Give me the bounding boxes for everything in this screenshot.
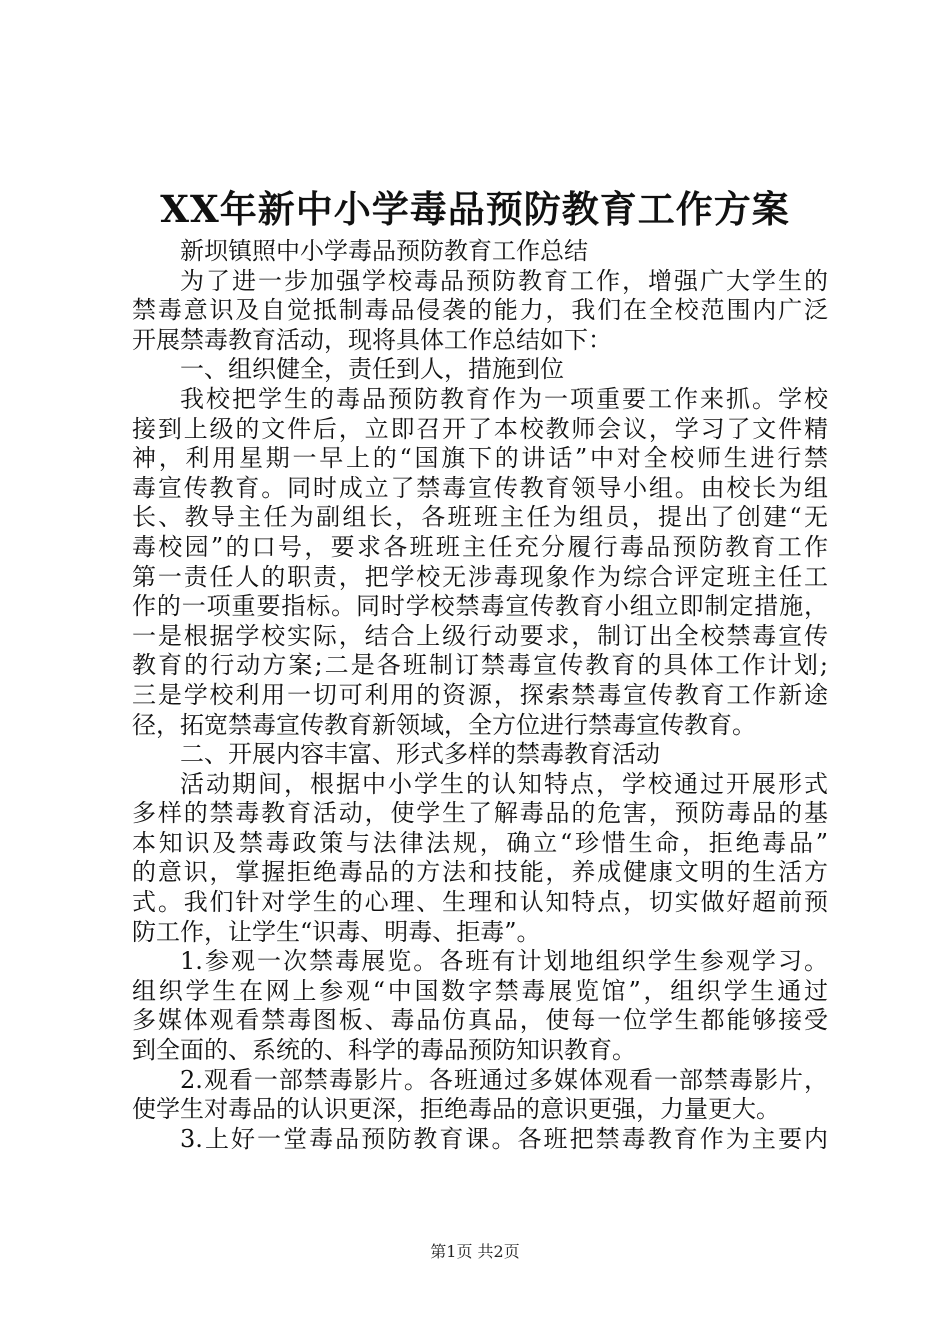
text-line: 防工作，让学生“识毒、明毒、拒毒”。 <box>132 917 541 946</box>
text-line: 2.观看一部禁毒影片。各班通过多媒体观看一部禁毒影片， <box>180 1065 828 1094</box>
text-line: 多样的禁毒教育活动，使学生了解毒品的危害，预防毒品的基 <box>132 799 828 828</box>
text-line: 3.上好一堂毒品预防教育课。各班把禁毒教育作为主要内 <box>180 1124 828 1153</box>
text-line: 教育的行动方案;二是各班制订禁毒宣传教育的具体工作计划; <box>132 651 828 680</box>
text-line: 组织学生在网上参观“中国数字禁毒展览馆”，组织学生通过 <box>132 976 828 1005</box>
text-line: 到全面的、系统的、科学的毒品预防知识教育。 <box>132 1036 636 1065</box>
text-line: 的意识，掌握拒绝毒品的方法和技能，养成健康文明的生活方 <box>132 858 828 887</box>
document-title: XX年新中小学毒品预防教育工作方案 <box>160 187 790 231</box>
text-line: 我校把学生的毒品预防教育作为一项重要工作来抓。学校 <box>180 384 828 413</box>
text-line: 径，拓宽禁毒宣传教育新领域，全方位进行禁毒宣传教育。 <box>132 710 756 739</box>
text-line: 式。我们针对学生的心理、生理和认知特点，切实做好超前预 <box>132 888 828 917</box>
text-line: 接到上级的文件后，立即召开了本校教师会议，学习了文件精 <box>132 414 828 443</box>
text-line: 二、开展内容丰富、形式多样的禁毒教育活动 <box>180 740 660 769</box>
text-line: 禁毒意识及自觉抵制毒品侵袭的能力，我们在全校范围内广泛 <box>132 296 828 325</box>
text-line: 作的一项重要指标。同时学校禁毒宣传教育小组立即制定措施， <box>132 592 828 621</box>
text-line: 活动期间，根据中小学生的认知特点，学校通过开展形式 <box>180 769 828 798</box>
text-line: 毒宣传教育。同时成立了禁毒宣传教育领导小组。由校长为组 <box>132 473 828 502</box>
text-line: 1.参观一次禁毒展览。各班有计划地组织学生参观学习。 <box>180 947 828 976</box>
text-line: 开展禁毒教育活动，现将具体工作总结如下： <box>132 325 612 354</box>
text-line: 一、组织健全，责任到人，措施到位 <box>180 355 564 384</box>
text-line: 三是学校利用一切可利用的资源，探索禁毒宣传教育工作新途 <box>132 680 828 709</box>
document-body <box>132 237 828 1154</box>
text-line: 一是根据学校实际，结合上级行动要求，制订出全校禁毒宣传 <box>132 621 828 650</box>
text-line: 新坝镇照中小学毒品预防教育工作总结 <box>180 237 588 265</box>
page-footer: 第1页 共2页 <box>430 1242 520 1261</box>
text-line: 长、教导主任为副组长，各班班主任为组员，提出了创建“无 <box>132 503 828 532</box>
text-line: 毒校园”的口号，要求各班班主任充分履行毒品预防教育工作 <box>132 532 828 561</box>
text-line: 第一责任人的职责，把学校无涉毒现象作为综合评定班主任工 <box>132 562 828 591</box>
text-line: 为了进一步加强学校毒品预防教育工作，增强广大学生的 <box>180 266 828 295</box>
text-line: 神，利用星期一早上的“国旗下的讲话”中对全校师生进行禁 <box>132 444 828 473</box>
text-line: 使学生对毒品的认识更深，拒绝毒品的意识更强，力量更大。 <box>132 1095 780 1124</box>
text-line: 多媒体观看禁毒图板、毒品仿真品，使每一位学生都能够接受 <box>132 1006 828 1035</box>
text-line: 本知识及禁毒政策与法律法规，确立“珍惜生命，拒绝毒品” <box>132 828 828 857</box>
